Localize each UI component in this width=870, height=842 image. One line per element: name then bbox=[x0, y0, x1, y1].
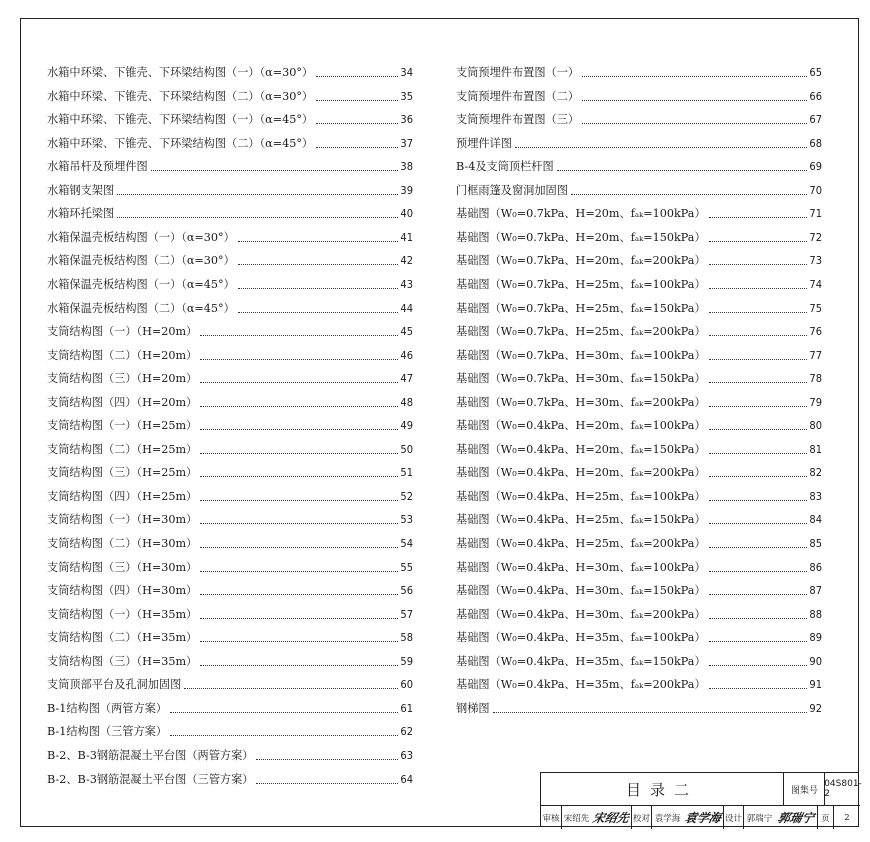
toc-entry-page: 36 bbox=[400, 113, 413, 127]
toc-entry bbox=[47, 602, 413, 622]
toc-entry-title: 水箱中环梁、下锥壳、下环梁结构图（二）（α=30°） bbox=[47, 89, 314, 103]
toc-entry-page: 50 bbox=[400, 442, 413, 456]
dot-leader bbox=[493, 712, 808, 713]
toc-entry bbox=[456, 437, 822, 457]
toc-entry bbox=[456, 154, 822, 174]
toc-entry bbox=[456, 460, 822, 480]
toc-entry bbox=[456, 107, 822, 127]
toc-entry bbox=[47, 649, 413, 669]
toc-entry-title: 基础图（W₀=0.4kPa、H=25m、fₐₖ=100kPa） bbox=[456, 489, 706, 503]
dot-leader bbox=[709, 523, 808, 524]
dot-leader bbox=[709, 288, 808, 289]
dot-leader bbox=[316, 100, 398, 101]
toc-entry-page: 87 bbox=[809, 584, 822, 598]
reviewer-name: 宋绍先 bbox=[561, 806, 591, 829]
toc-entry-title: 基础图（W₀=0.7kPa、H=30m、fₐₖ=100kPa） bbox=[456, 348, 706, 362]
toc-entry bbox=[47, 413, 413, 433]
toc-entry bbox=[47, 107, 413, 127]
dot-leader bbox=[200, 571, 398, 572]
toc-entry bbox=[47, 507, 413, 527]
toc-entry-page: 37 bbox=[400, 136, 413, 150]
dot-leader bbox=[200, 547, 398, 548]
toc-entry bbox=[456, 296, 822, 316]
toc-entry bbox=[456, 343, 822, 363]
toc-entry-page: 65 bbox=[809, 66, 822, 79]
toc-entry bbox=[456, 625, 822, 645]
toc-entry bbox=[456, 60, 822, 80]
dot-leader bbox=[117, 194, 398, 195]
toc-entry-page: 43 bbox=[400, 277, 413, 291]
dot-leader bbox=[709, 406, 808, 407]
design-label: 设计 bbox=[723, 806, 743, 829]
toc-entry bbox=[456, 696, 822, 716]
dot-leader bbox=[709, 241, 808, 242]
toc-entry-page: 86 bbox=[809, 560, 822, 574]
toc-entry-title: 支筒结构图（二）（H=30m） bbox=[47, 537, 198, 550]
toc-entry-title: 水箱中环梁、下锥壳、下环梁结构图（一）（α=30°） bbox=[47, 66, 314, 79]
toc-entry-title: 基础图（W₀=0.4kPa、H=30m、fₐₖ=200kPa） bbox=[456, 607, 706, 621]
toc-entry-page: 48 bbox=[400, 395, 413, 409]
toc-entry bbox=[47, 578, 413, 598]
toc-entry-page: 47 bbox=[400, 372, 413, 386]
toc-entry-page: 88 bbox=[809, 607, 822, 621]
signature-row bbox=[541, 805, 860, 829]
dot-leader bbox=[582, 123, 807, 124]
toc-entry-title: 水箱吊杆及预埋件图 bbox=[47, 160, 148, 174]
toc-entry-title: 支筒结构图（一）（H=25m） bbox=[47, 419, 198, 433]
toc-entry bbox=[456, 390, 822, 410]
toc-entry-page: 72 bbox=[809, 230, 822, 244]
toc-entry bbox=[456, 248, 822, 268]
toc-entry-title: 基础图（W₀=0.7kPa、H=25m、fₐₖ=150kPa） bbox=[456, 301, 706, 315]
toc-entry-page: 85 bbox=[809, 537, 822, 550]
toc-entry-title: 基础图（W₀=0.7kPa、H=20m、fₐₖ=200kPa） bbox=[456, 254, 706, 268]
toc-entry bbox=[456, 366, 822, 386]
toc-entry-page: 35 bbox=[400, 89, 413, 103]
dot-leader bbox=[200, 359, 398, 360]
toc-entry-page: 69 bbox=[809, 160, 822, 174]
dot-leader bbox=[200, 523, 398, 524]
dot-leader bbox=[709, 688, 808, 689]
toc-entry-title: B-1结构图（三管方案） bbox=[47, 725, 168, 739]
toc-entry bbox=[47, 672, 413, 692]
page-label: 页 bbox=[817, 806, 833, 829]
dot-leader bbox=[238, 288, 399, 289]
toc-entry-title: 支筒结构图（一）（H=30m） bbox=[47, 513, 198, 527]
toc-entry bbox=[456, 578, 822, 598]
toc-entry-page: 91 bbox=[809, 678, 822, 692]
toc-entry bbox=[47, 484, 413, 504]
toc-entry-title: B-1结构图（两管方案） bbox=[47, 701, 168, 715]
toc-entry-page: 74 bbox=[809, 277, 822, 291]
dot-leader bbox=[709, 547, 808, 548]
toc-entry-title: 支筒结构图（二）（H=20m） bbox=[47, 348, 198, 362]
toc-entry-page: 78 bbox=[809, 372, 822, 386]
toc-entry-page: 56 bbox=[400, 584, 413, 598]
toc-entry bbox=[456, 602, 822, 622]
toc-entry-title: 基础图（W₀=0.4kPa、H=20m、fₐₖ=100kPa） bbox=[456, 419, 706, 433]
toc-entry bbox=[456, 84, 822, 104]
toc-entry-title: 水箱保温壳板结构图（一）（α=30°） bbox=[47, 230, 235, 244]
toc-entry-page: 67 bbox=[809, 113, 822, 127]
toc-entry-page: 76 bbox=[809, 325, 822, 339]
toc-entry-page: 57 bbox=[400, 607, 413, 621]
toc-entry-page: 63 bbox=[400, 748, 413, 762]
toc-entry-page: 92 bbox=[809, 701, 822, 715]
dot-leader bbox=[709, 665, 808, 666]
toc-entry-title: 支筒预埋件布置图（一） bbox=[456, 66, 580, 79]
toc-entry bbox=[47, 178, 413, 198]
toc-entry-page: 80 bbox=[809, 419, 822, 433]
toc-entry-title: 支筒结构图（四）（H=30m） bbox=[47, 584, 198, 598]
dot-leader bbox=[709, 618, 808, 619]
toc-entry-title: 基础图（W₀=0.7kPa、H=30m、fₐₖ=150kPa） bbox=[456, 372, 706, 386]
dot-leader bbox=[316, 123, 398, 124]
toc-entry-page: 77 bbox=[809, 348, 822, 362]
toc-entry-title: 基础图（W₀=0.4kPa、H=35m、fₐₖ=150kPa） bbox=[456, 654, 706, 668]
toc-entry bbox=[47, 225, 413, 245]
title-block bbox=[540, 772, 862, 827]
toc-entry-title: 基础图（W₀=0.4kPa、H=25m、fₐₖ=200kPa） bbox=[456, 537, 706, 550]
review-label: 审核 bbox=[542, 813, 560, 824]
toc-entry-title: 基础图（W₀=0.4kPa、H=30m、fₐₖ=100kPa） bbox=[456, 560, 706, 574]
toc-entry-title: 水箱保温壳板结构图（一）（α=45°） bbox=[47, 277, 235, 291]
dot-leader bbox=[582, 76, 807, 77]
dot-leader bbox=[709, 641, 808, 642]
toc-entry-title: 支筒结构图（三）（H=35m） bbox=[47, 654, 198, 668]
dot-leader bbox=[184, 688, 398, 689]
toc-entry-title: B-4及支筒顶栏杆图 bbox=[456, 160, 554, 174]
toc-entry bbox=[47, 319, 413, 339]
toc-entry bbox=[47, 460, 413, 480]
toc-entry-title: 支筒结构图（二）（H=35m） bbox=[47, 631, 198, 645]
dot-leader bbox=[709, 312, 808, 313]
toc-entry-page: 83 bbox=[809, 489, 822, 503]
dot-leader bbox=[709, 382, 808, 383]
toc-entry bbox=[456, 131, 822, 151]
toc-entry bbox=[456, 178, 822, 198]
toc-entry bbox=[47, 719, 413, 739]
dot-leader bbox=[709, 217, 808, 218]
toc-entry-page: 68 bbox=[809, 136, 822, 150]
dot-leader bbox=[200, 406, 398, 407]
toc-entry-title: 支筒预埋件布置图（二） bbox=[456, 89, 580, 103]
toc-entry bbox=[47, 296, 413, 316]
toc-entry-title: 支筒结构图（二）（H=25m） bbox=[47, 442, 198, 456]
toc-entry-page: 45 bbox=[400, 325, 413, 339]
toc-entry-page: 40 bbox=[400, 207, 413, 221]
toc-entry-page: 71 bbox=[809, 207, 822, 221]
toc-entry-title: 基础图（W₀=0.7kPa、H=20m、fₐₖ=100kPa） bbox=[456, 207, 706, 221]
toc-entry bbox=[47, 248, 413, 268]
toc-entry bbox=[47, 84, 413, 104]
dot-leader bbox=[170, 712, 398, 713]
toc-entry bbox=[456, 413, 822, 433]
toc-entry-page: 44 bbox=[400, 301, 413, 315]
toc-entry-title: 基础图（W₀=0.4kPa、H=25m、fₐₖ=150kPa） bbox=[456, 513, 706, 527]
toc-entry bbox=[456, 319, 822, 339]
dot-leader bbox=[200, 500, 398, 501]
toc-entry bbox=[456, 201, 822, 221]
toc-entry-page: 51 bbox=[400, 466, 413, 480]
toc-entry bbox=[456, 484, 822, 504]
toc-entry bbox=[47, 201, 413, 221]
dot-leader bbox=[151, 170, 399, 171]
dot-leader bbox=[170, 735, 398, 736]
designer-signature: 郭瑞宁 bbox=[776, 811, 816, 825]
dot-leader bbox=[200, 382, 398, 383]
dot-leader bbox=[200, 429, 398, 430]
checker-signature: 袁学海 bbox=[683, 811, 723, 825]
toc-entry-page: 58 bbox=[400, 631, 413, 645]
atlas-number-label: 图集号 bbox=[783, 773, 825, 805]
dot-leader bbox=[709, 500, 808, 501]
toc-entry-page: 84 bbox=[809, 513, 822, 527]
toc-entry bbox=[47, 555, 413, 575]
toc-entry bbox=[47, 437, 413, 457]
toc-entry-title: 基础图（W₀=0.4kPa、H=35m、fₐₖ=200kPa） bbox=[456, 678, 706, 692]
dot-leader bbox=[256, 783, 398, 784]
checker-name: 袁学海 bbox=[651, 806, 683, 829]
toc-entry bbox=[47, 60, 413, 80]
dot-leader bbox=[200, 453, 398, 454]
toc-entry-page: 53 bbox=[400, 513, 413, 527]
toc-entry-title: 基础图（W₀=0.7kPa、H=30m、fₐₖ=200kPa） bbox=[456, 395, 706, 409]
toc-entry-page: 38 bbox=[400, 160, 413, 174]
dot-leader bbox=[316, 76, 398, 77]
dot-leader bbox=[200, 594, 398, 595]
toc-entry-page: 54 bbox=[400, 537, 413, 550]
toc-entry-title: 基础图（W₀=0.4kPa、H=35m、fₐₖ=100kPa） bbox=[456, 631, 706, 645]
toc-entry-page: 89 bbox=[809, 631, 822, 645]
dot-leader bbox=[709, 264, 808, 265]
toc-entry-page: 39 bbox=[400, 183, 413, 197]
dot-leader bbox=[709, 359, 808, 360]
toc-entry-title: 钢梯图 bbox=[456, 701, 490, 715]
dot-leader bbox=[200, 476, 398, 477]
toc-entry-title: 支筒结构图（一）（H=20m） bbox=[47, 325, 198, 339]
dot-leader bbox=[709, 453, 808, 454]
dot-leader bbox=[117, 217, 398, 218]
dot-leader bbox=[200, 665, 398, 666]
toc-entry bbox=[456, 507, 822, 527]
toc-entry-page: 34 bbox=[400, 66, 413, 79]
toc-entry-title: B-2、B-3钢筋混凝土平台图（三管方案） bbox=[47, 772, 254, 786]
toc-entry bbox=[47, 625, 413, 645]
dot-leader bbox=[200, 641, 398, 642]
toc-entry bbox=[47, 154, 413, 174]
dot-leader bbox=[709, 594, 808, 595]
toc-entry-page: 42 bbox=[400, 254, 413, 268]
toc-entry-title: 水箱钢支架图 bbox=[47, 183, 115, 197]
sheet-title: 目录二 bbox=[625, 780, 698, 799]
toc-entry-title: 基础图（W₀=0.4kPa、H=20m、fₐₖ=200kPa） bbox=[456, 466, 706, 480]
toc-entry-title: B-2、B-3钢筋混凝土平台图（两管方案） bbox=[47, 748, 254, 762]
check-label: 校对 bbox=[631, 806, 651, 829]
toc-entry bbox=[456, 531, 822, 551]
toc-entry-page: 81 bbox=[809, 442, 822, 456]
toc-entry-page: 46 bbox=[400, 348, 413, 362]
toc-entry-title: 支筒结构图（三）（H=20m） bbox=[47, 372, 198, 386]
designer-name: 郭瑞宁 bbox=[743, 806, 775, 829]
toc-entry-title: 支筒结构图（一）（H=35m） bbox=[47, 607, 198, 621]
dot-leader bbox=[515, 147, 807, 148]
toc-entry-page: 59 bbox=[400, 654, 413, 668]
dot-leader bbox=[709, 476, 808, 477]
toc-entry-page: 82 bbox=[809, 466, 822, 480]
toc-entry-page: 41 bbox=[400, 230, 413, 244]
toc-entry bbox=[47, 390, 413, 410]
toc-entry-title: 支筒结构图（三）（H=30m） bbox=[47, 560, 198, 574]
toc-entry-page: 90 bbox=[809, 654, 822, 668]
toc-entry-page: 62 bbox=[400, 725, 413, 739]
dot-leader bbox=[709, 429, 808, 430]
toc-entry-title: 预埋件详图 bbox=[456, 136, 512, 150]
toc-entry-title: 基础图（W₀=0.7kPa、H=20m、fₐₖ=150kPa） bbox=[456, 230, 706, 244]
toc-entry-page: 79 bbox=[809, 395, 822, 409]
toc-entry bbox=[456, 272, 822, 292]
toc-entry bbox=[456, 672, 822, 692]
toc-entry bbox=[456, 555, 822, 575]
dot-leader bbox=[238, 241, 399, 242]
toc-entry bbox=[456, 649, 822, 669]
toc-entry-page: 64 bbox=[400, 772, 413, 786]
toc-entry-title: 支筒顶部平台及孔洞加固图 bbox=[47, 678, 182, 692]
toc-entry-title: 基础图（W₀=0.4kPa、H=30m、fₐₖ=150kPa） bbox=[456, 584, 706, 598]
toc-entry bbox=[47, 272, 413, 292]
dot-leader bbox=[709, 571, 808, 572]
toc-entry-page: 73 bbox=[809, 254, 822, 268]
toc-entry-title: 基础图（W₀=0.7kPa、H=25m、fₐₖ=200kPa） bbox=[456, 325, 706, 339]
toc-entry bbox=[47, 366, 413, 386]
dot-leader bbox=[709, 335, 808, 336]
dot-leader bbox=[571, 194, 808, 195]
page-number: 2 bbox=[833, 806, 860, 829]
toc-entry-page: 66 bbox=[809, 89, 822, 103]
dot-leader bbox=[256, 759, 398, 760]
toc-entry-page: 70 bbox=[809, 183, 822, 197]
dot-leader bbox=[316, 147, 398, 148]
toc-entry bbox=[47, 767, 413, 787]
toc-entry-title: 基础图（W₀=0.7kPa、H=25m、fₐₖ=100kPa） bbox=[456, 277, 706, 291]
toc-entry-title: 水箱环托梁图 bbox=[47, 207, 115, 221]
dot-leader bbox=[238, 264, 399, 265]
toc-entry bbox=[47, 131, 413, 151]
toc-entry-page: 52 bbox=[400, 489, 413, 503]
toc-entry-title: 水箱中环梁、下锥壳、下环梁结构图（二）（α=45°） bbox=[47, 136, 314, 150]
toc-entry-title: 水箱中环梁、下锥壳、下环梁结构图（一）（α=45°） bbox=[47, 113, 314, 127]
toc-entry-page: 60 bbox=[400, 678, 413, 692]
toc-entry-title: 水箱保温壳板结构图（二）（α=45°） bbox=[47, 301, 235, 315]
toc-entry-title: 支筒结构图（四）（H=25m） bbox=[47, 489, 198, 503]
toc-entry bbox=[47, 343, 413, 363]
toc-entry-page: 55 bbox=[400, 560, 413, 574]
atlas-number: 04S801-2 bbox=[824, 773, 861, 805]
toc-entry bbox=[47, 531, 413, 551]
toc-entry-title: 门框雨篷及窗洞加固图 bbox=[456, 183, 568, 197]
dot-leader bbox=[238, 312, 399, 313]
toc-entry bbox=[47, 743, 413, 763]
toc-entry-page: 75 bbox=[809, 301, 822, 315]
toc-entry bbox=[47, 696, 413, 716]
toc-entry-page: 61 bbox=[400, 701, 413, 715]
toc-entry-title: 支筒结构图（三）（H=25m） bbox=[47, 466, 198, 480]
dot-leader bbox=[200, 335, 398, 336]
toc-entry-title: 基础图（W₀=0.4kPa、H=20m、fₐₖ=150kPa） bbox=[456, 442, 706, 456]
toc-entry bbox=[456, 225, 822, 245]
toc-entry-title: 支筒预埋件布置图（三） bbox=[456, 113, 580, 127]
dot-leader bbox=[557, 170, 808, 171]
toc-entry-title: 支筒结构图（四）（H=20m） bbox=[47, 395, 198, 409]
dot-leader bbox=[200, 618, 398, 619]
toc-entry-page: 49 bbox=[400, 419, 413, 433]
toc-entry-title: 水箱保温壳板结构图（二）（α=30°） bbox=[47, 254, 235, 268]
reviewer-signature: 宋绍先 bbox=[591, 811, 631, 825]
dot-leader bbox=[582, 100, 807, 101]
